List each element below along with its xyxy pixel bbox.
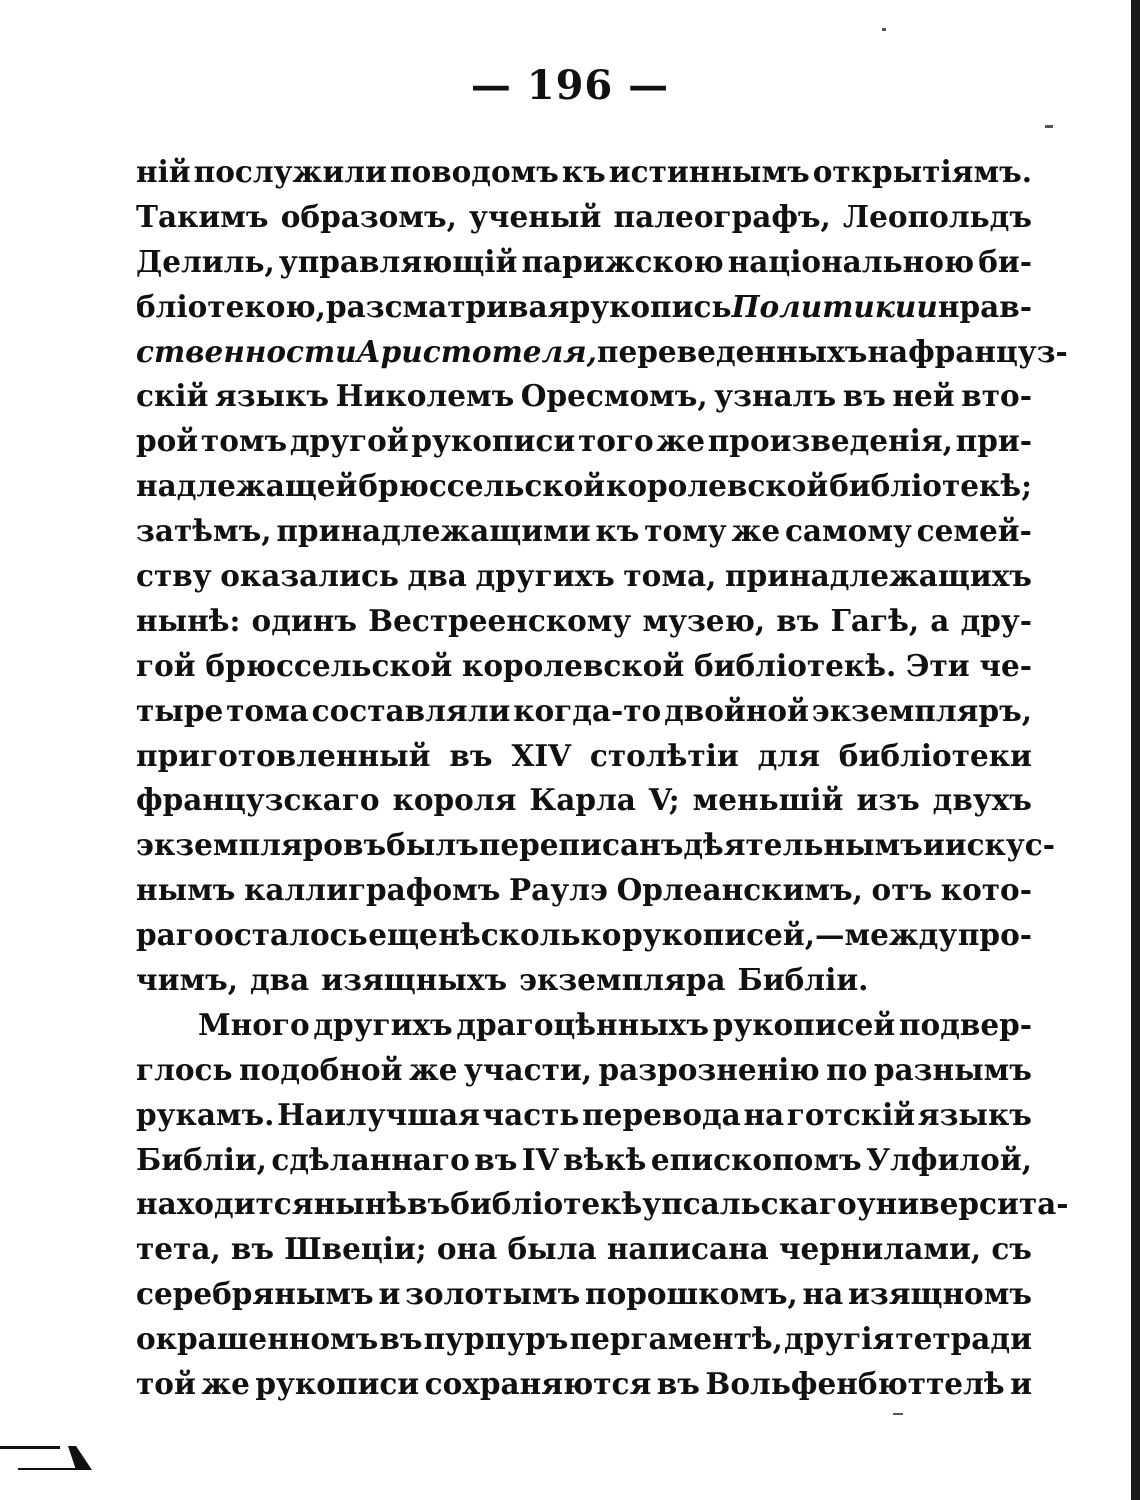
word: другой [289, 423, 409, 459]
text-line [136, 554, 1032, 599]
word: Делиль, [136, 243, 275, 279]
word: на [802, 1276, 844, 1312]
word: же [408, 1051, 458, 1087]
word: въ [449, 737, 493, 773]
word: короля [392, 782, 517, 818]
word: епископомъ [650, 1141, 862, 1177]
text-line [136, 1003, 1032, 1048]
word: подобной [239, 1051, 403, 1087]
word: вто- [961, 378, 1032, 414]
word: серебрянымъ [136, 1276, 374, 1312]
word: столѣтіи [589, 737, 739, 773]
word: переписанъ [478, 827, 684, 863]
word: Леопольдъ [843, 198, 1032, 234]
word: приготовленный [136, 737, 431, 773]
word: экземпляровъ [136, 827, 387, 863]
word: истиннымъ [608, 154, 810, 189]
word: рукописи [411, 423, 576, 459]
word: парижскою [521, 243, 724, 279]
word: тыре [136, 692, 224, 728]
word: открытіямъ. [812, 154, 1032, 189]
word: Орлеанскимъ, [616, 872, 863, 908]
word: а [930, 602, 950, 638]
word: экземпляръ, [811, 692, 1032, 728]
text-line [136, 330, 1068, 375]
word: же [731, 513, 781, 549]
word: брюссельской [358, 468, 606, 504]
text-line [136, 240, 1032, 285]
word: нѣсколько [438, 917, 622, 953]
word: глось [136, 1051, 233, 1087]
word: нынѣ: [136, 602, 241, 638]
word: Вестреенскому [368, 602, 632, 638]
word: же [201, 1366, 250, 1402]
word: изящныхъ [321, 962, 508, 998]
word: семей- [916, 513, 1032, 549]
word: къ [595, 513, 640, 549]
word: XIV [511, 737, 572, 773]
text-line [136, 285, 1032, 330]
word: брюссельской [205, 647, 453, 683]
word: рукописей [712, 1006, 896, 1042]
text-line [136, 868, 1032, 913]
word: участи, [464, 1051, 593, 1087]
scan-corner-mark [0, 1440, 95, 1480]
word: каллиграфомъ [244, 872, 501, 908]
word: въ [407, 1186, 451, 1222]
word: двойной [664, 692, 809, 728]
word: принадлежащихъ [724, 558, 1032, 594]
word: золотымъ [405, 1276, 581, 1312]
word: Наилучшая [277, 1096, 480, 1132]
word: Швеціи; [284, 1231, 427, 1267]
word: двухъ [932, 782, 1032, 818]
word: Эти [905, 647, 970, 683]
word: Много [198, 1006, 310, 1042]
word: и [922, 827, 945, 863]
word: ственности [136, 333, 357, 369]
word: она [436, 1231, 498, 1267]
word: по [826, 1051, 868, 1087]
page-number: — 196 — [470, 62, 670, 109]
word: былъ [386, 827, 479, 863]
word: языкъ [917, 1096, 1032, 1132]
word: для [757, 737, 820, 773]
word: затѣмъ, [136, 513, 272, 549]
word: француз- [908, 333, 1068, 369]
word: томъ [200, 423, 288, 459]
word: королевской [606, 468, 829, 504]
word: въ [230, 1231, 275, 1267]
word: упсальскаго [642, 1186, 857, 1222]
word: изящномъ [848, 1276, 1032, 1312]
word: французскаго [136, 782, 380, 818]
word: ству [136, 558, 212, 594]
word: вѣкѣ [563, 1141, 647, 1177]
word: Николемъ [335, 378, 515, 414]
word: два [250, 962, 310, 998]
word: нрав- [937, 288, 1032, 324]
word: библіотекѣ [450, 1186, 643, 1222]
word: IV [521, 1141, 559, 1177]
word: ней [892, 378, 955, 414]
word: нынѣ [313, 1186, 408, 1222]
text-line [136, 464, 1032, 509]
word: дѣятельнымъ [683, 827, 923, 863]
word: университа- [856, 1186, 1069, 1222]
word: разрозненію [598, 1051, 820, 1087]
word: одинъ [251, 602, 357, 638]
word: же [656, 423, 705, 459]
text-line [136, 778, 1032, 823]
word: находится [136, 1186, 314, 1222]
word: два [407, 558, 467, 594]
word: и [1010, 1366, 1032, 1402]
word: ученый [469, 198, 602, 234]
word: разсматривая [326, 288, 570, 324]
scan-edge-shadow [1131, 0, 1140, 1500]
word: скій [136, 378, 209, 414]
word: въ [776, 602, 820, 638]
scan-speck [882, 28, 886, 31]
word: кото- [940, 872, 1032, 908]
word: отъ [871, 872, 933, 908]
word: раго [136, 917, 214, 953]
word: V; [648, 782, 680, 818]
word: другія [784, 1321, 895, 1357]
word: тома [226, 692, 309, 728]
word: тому [644, 513, 727, 549]
word: Аристотеля, [356, 333, 597, 369]
word: перевода [582, 1096, 741, 1132]
word: Такимъ [136, 198, 269, 234]
word: на [743, 1096, 785, 1132]
word: пурпуръ [423, 1321, 569, 1357]
word: той [136, 1366, 196, 1402]
text-line [136, 689, 1032, 734]
word: въ [656, 1366, 700, 1402]
word: съ [991, 1231, 1032, 1267]
text-line [136, 195, 1032, 240]
text-line [136, 509, 1032, 554]
word: рукамъ. [136, 1096, 275, 1132]
word: другихъ [475, 558, 615, 594]
word: Гагѣ, [830, 602, 920, 638]
word: дру- [960, 602, 1032, 638]
word: Раулэ [509, 872, 608, 908]
word: образомъ, [280, 198, 457, 234]
text-line [136, 913, 1032, 958]
word: бліотекою, [136, 288, 326, 324]
word: библіотекѣ; [829, 468, 1032, 504]
word: чернилами, [778, 1231, 982, 1267]
word: тетради [895, 1321, 1032, 1357]
word: національною [727, 243, 975, 279]
word: тета, [136, 1231, 221, 1267]
word: языкъ [214, 378, 330, 414]
word: къ [561, 154, 606, 189]
text-line [136, 1272, 1032, 1317]
word: и [916, 288, 938, 324]
word: сохраняются [424, 1366, 652, 1402]
text-line [136, 1048, 1032, 1093]
word: еще [368, 917, 438, 953]
word: порошкомъ, [584, 1276, 798, 1312]
word: искус- [944, 827, 1055, 863]
text-line [136, 958, 1032, 1003]
text-line [136, 644, 1032, 689]
word: библіотекѣ. [693, 647, 897, 683]
word: рукописи [255, 1366, 420, 1402]
word: въ [474, 1141, 518, 1177]
text-line [136, 734, 1032, 779]
text-line [136, 1317, 1032, 1362]
body-text [136, 150, 1069, 1407]
text-line [136, 1138, 1032, 1183]
word: тома, [623, 558, 717, 594]
word: поводомъ [389, 154, 559, 189]
word: нымъ [136, 872, 236, 908]
word: Политики [731, 288, 917, 324]
word: составляли [311, 692, 511, 728]
scan-speck [1045, 125, 1053, 128]
word: узналъ [714, 378, 837, 414]
word: надлежащей [136, 468, 358, 504]
word: экземпляра [519, 962, 726, 998]
word: че- [979, 647, 1032, 683]
word: произведенія, [707, 423, 953, 459]
word: би- [978, 243, 1032, 279]
text-line [136, 419, 1032, 464]
word: часть [482, 1096, 580, 1132]
word: рукописей,—между [622, 917, 958, 953]
text-line [136, 374, 1032, 419]
word: Оресмомъ, [520, 378, 708, 414]
word: и [378, 1276, 401, 1312]
word: изъ [856, 782, 920, 818]
text-line [136, 823, 1055, 868]
word: готскій [786, 1096, 916, 1132]
word: когда-то [513, 692, 662, 728]
word: палеографъ, [613, 198, 831, 234]
word: сдѣланнаго [271, 1141, 470, 1177]
scan-speck [893, 1413, 903, 1415]
text-line [136, 1093, 1032, 1138]
word: ній [136, 154, 191, 189]
word: переведенныхъ [596, 333, 868, 369]
word: окрашенномъ [136, 1321, 379, 1357]
word: Улфилой, [866, 1141, 1032, 1177]
word: королевской [462, 647, 685, 683]
word: оказались [220, 558, 399, 594]
word: въ [842, 378, 886, 414]
word: управляющій [278, 243, 518, 279]
word: Карла [529, 782, 636, 818]
word: драгоцѣнныхъ [456, 1006, 710, 1042]
word: рой [136, 423, 199, 459]
word: Вольфенбюттелѣ [705, 1366, 1005, 1402]
word: про- [957, 917, 1032, 953]
word: того [577, 423, 654, 459]
word: другихъ [313, 1006, 453, 1042]
word: при- [955, 423, 1032, 459]
text-line [136, 150, 1032, 195]
text-line [136, 599, 1032, 644]
word: на [867, 333, 909, 369]
word: чимъ, [136, 962, 238, 998]
word: подвер- [898, 1006, 1032, 1042]
word: самому [784, 513, 912, 549]
text-line [136, 1362, 1032, 1407]
word: гой [136, 647, 196, 683]
word: музею, [642, 602, 766, 638]
word: въ [379, 1321, 423, 1357]
word: рукопись [569, 288, 732, 324]
word: послужили [193, 154, 387, 189]
word: принадлежащими [276, 513, 591, 549]
word: библіотеки [838, 737, 1032, 773]
word: Библіи. [737, 962, 869, 998]
word: пергаментѣ, [569, 1321, 783, 1357]
word: меньшій [692, 782, 844, 818]
word: осталось [214, 917, 368, 953]
word: была [507, 1231, 597, 1267]
word: Библіи, [136, 1141, 267, 1177]
word: разнымъ [873, 1051, 1032, 1087]
text-line [136, 1182, 1069, 1227]
text-line [136, 1227, 1032, 1272]
word: написана [606, 1231, 769, 1267]
